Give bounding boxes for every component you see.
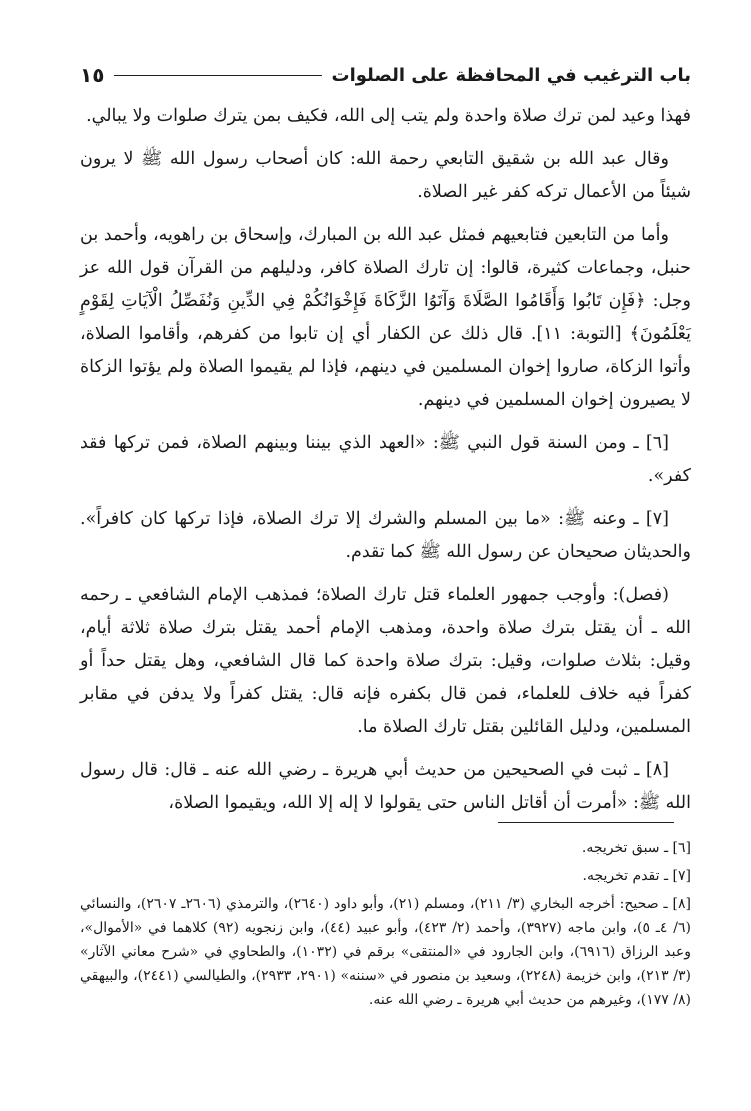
- hadith-paragraph: [٦] ـ ومن السنة قول النبي ﷺ: «العهد الذي بيننا وبينهم الصلاة، فمن تركها فقد كفر».: [80, 433, 691, 486]
- main-text: [80, 100, 691, 830]
- paragraph: وأما من التابعين فتابعيهم فمثل عبد الله بن المبارك، وإسحاق بن راهويه، وأحمد بن حنبل، وجماعات كثيرة، قالوا: إن تارك الصلاة كافر، ودليلهم من القرآن قول الله عز وجل: ﴿فَإِن تَابُوا وَأَقَامُوا الصَّلَاةَ وَآتَوُا الزَّكَاةَ فَإِخْوَانُكُمْ فِي الدِّينِ وَنُفَصِّلُ الْآيَاتِ لِقَوْمٍ يَعْلَمُونَ﴾ [التوبة: ١١]. قال ذلك عن الكفار أي إن تابوا من كفرهم، وأقاموا الصلاة، وأتوا الزكاة، صاروا إخوان المسلمين في دينهم، فإذا لم يقيموا الصلاة ولم يؤتوا الزكاة لا يصيرون إخوان المسلمين في دينهم.: [80, 225, 691, 410]
- footnote: [٧] ـ تقدم تخريجه.: [582, 868, 691, 884]
- header-rule: [114, 75, 321, 76]
- page-number: ١٥: [80, 63, 105, 87]
- footnotes: [80, 836, 691, 1016]
- running-header: [80, 58, 691, 92]
- hadith-paragraph: [٨] ـ ثبت في الصحيحين من حديث أبي هريرة ـ رضي الله عنه ـ قال: قال رسول الله ﷺ: «أمرت أن أقاتل الناس حتى يقولوا لا إله إلا الله، ويقيموا الصلاة،: [80, 760, 691, 813]
- section-paragraph: (فصل): وأوجب جمهور العلماء قتل تارك الصلاة؛ فمذهب الإمام الشافعي ـ رحمه الله ـ أن يقتل بترك صلاة واحدة، ومذهب الإمام أحمد يقتل بترك صلاة ثلاثة أيام، وقيل: بثلاث صلوات، وقيل: بترك صلاة واحدة كما قال الشافعي، وهل يقتل حداً أو كفراً فيه خلاف للعلماء، فمن قال بكفره فإنه قال: يقتل كفراً ولا يدفن في مقابر المسلمين، ودليل القائلين بقتل تارك الصلاة ما.: [80, 585, 691, 737]
- hadith-paragraph: [٧] ـ وعنه ﷺ: «ما بين المسلم والشرك إلا ترك الصلاة، فإذا تركها كان كافراً». والحديثان صحيحان عن رسول الله ﷺ كما تقدم.: [80, 509, 691, 562]
- paragraph: وقال عبد الله بن شقيق التابعي رحمة الله: كان أصحاب رسول الله ﷺ لا يرون شيئاً من الأعمال تركه كفر غير الصلاة.: [80, 149, 691, 202]
- paragraph: فهذا وعيد لمن ترك صلاة واحدة ولم يتب إلى الله، فكيف بمن يترك صلوات ولا يبالي.: [86, 106, 691, 126]
- chapter-title: باب الترغيب في المحافظة على الصلوات: [331, 64, 691, 86]
- footnote: [٨] ـ صحيح: أخرجه البخاري (٣/ ٢١١)، ومسلم (٢١)، وأبو داود (٢٦٤٠)، والترمذي (٢٦٠٦ـ ٢٦٠٧)، والنسائي (٦/ ٤ـ ٥)، وابن ماجه (٣٩٢٧)، وأحمد (٢/ ٤٢٣)، وأبو عبيد (٤٤)، وابن زنجويه (٩٢) كلاهما في «الأموال»، وعبد الرزاق (٦٩١٦)، وابن الجارود في «المنتقى» برقم في (١٠٣٢)، والطحاوي في «شرح معاني الآثار» (٣/ ٢١٣)، وابن خزيمة (٢٢٤٨)، وسعيد بن منصور في «سننه» (٢٩٠١، ٢٩٣٣)، والطيالسي (٢٤٤١)، والبيهقي (٨/ ١٧٧)، وغيرهم من حديث أبي هريرة ـ رضي الله عنه.: [80, 896, 692, 1008]
- footnote: [٦] ـ سبق تخريجه.: [581, 840, 691, 856]
- footnote-divider: [498, 822, 674, 823]
